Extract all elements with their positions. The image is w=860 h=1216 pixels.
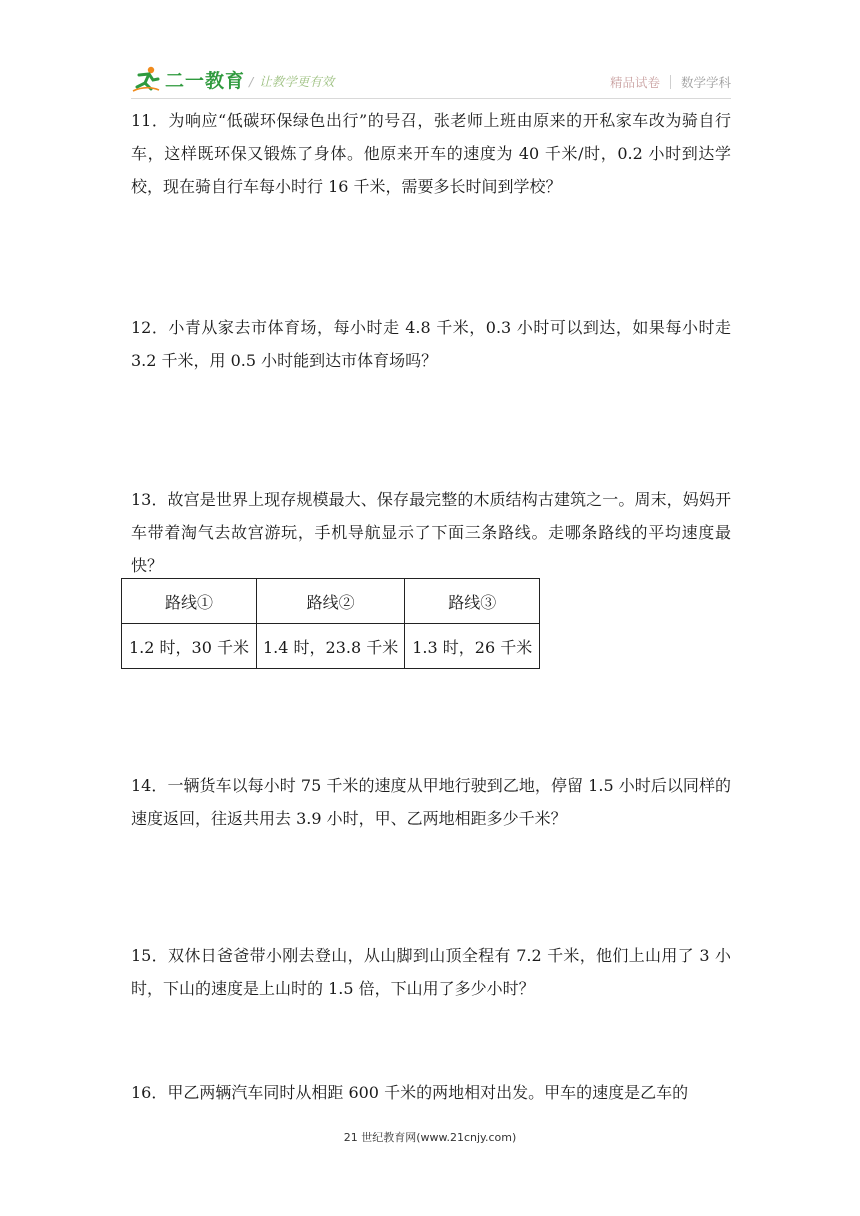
header-divider [131,98,731,99]
header-tags [610,73,731,91]
question-14 [131,769,731,835]
question-11-text: 11．为响应“低碳环保绿色出行”的号召，张老师上班由原来的开私家车改为骑自行车，这样既环保又锻炼了身体。他原来开车的速度为 40 千米/时，0.2 小时到达学校，现在骑自行车每小时行 16 千米，需要多长时间到学校？ [131,111,731,196]
logo [131,64,245,94]
slogan [249,72,334,90]
route-table [121,578,540,669]
page-footer: 21 世纪教育网(www.21cnjy.com) [343,1131,517,1144]
question-13-text: 13．故宫是世界上现存规模最大、保存最完整的木质结构古建筑之一。周末，妈妈开车带着淘气去故宫游玩，手机导航显示了下面三条路线。走哪条路线的平均速度最快？ [131,490,731,575]
table-row [122,624,540,669]
question-15 [131,939,731,1005]
table-cell: 1.2 时，30 千米 [122,624,257,669]
question-13 [131,483,731,582]
table-cell: 1.3 时，26 千米 [405,624,540,669]
question-14-text: 14．一辆货车以每小时 75 千米的速度从甲地行驶到乙地，停留 1.5 小时后以同样的速度返回，往返共用去 3.9 小时，甲、乙两地相距多少千米？ [131,776,731,828]
table-row [122,579,540,624]
logo-text: 二一教育 [165,69,246,92]
slogan-text: 让教学更有效 [259,74,335,89]
question-11 [131,104,731,203]
question-12 [131,311,731,377]
page-header [131,62,731,98]
slogan-separator: / [249,74,254,89]
table-header-cell: 路线① [122,579,257,624]
table-cell: 1.4 时，23.8 千米 [257,624,405,669]
question-12-text: 12．小青从家去市体育场，每小时走 4.8 千米，0.3 小时可以到达，如果每小时走 3.2 千米，用 0.5 小时能到达市体育场吗？ [131,318,731,370]
tag-subject: 数学学科 [680,75,731,90]
table-header-cell: 路线③ [405,579,540,624]
question-16 [131,1076,731,1109]
running-person-icon [131,65,161,93]
table-header-cell: 路线② [257,579,405,624]
tag-divider [670,75,671,89]
tag-quality: 精品试卷 [609,75,660,90]
question-16-text: 16．甲乙两辆汽车同时从相距 600 千米的两地相对出发。甲车的速度是乙车的 [131,1083,689,1102]
question-15-text: 15．双休日爸爸带小刚去登山，从山脚到山顶全程有 7.2 千米，他们上山用了 3 小时，下山的速度是上山时的 1.5 倍，下山用了多少小时？ [131,946,731,998]
